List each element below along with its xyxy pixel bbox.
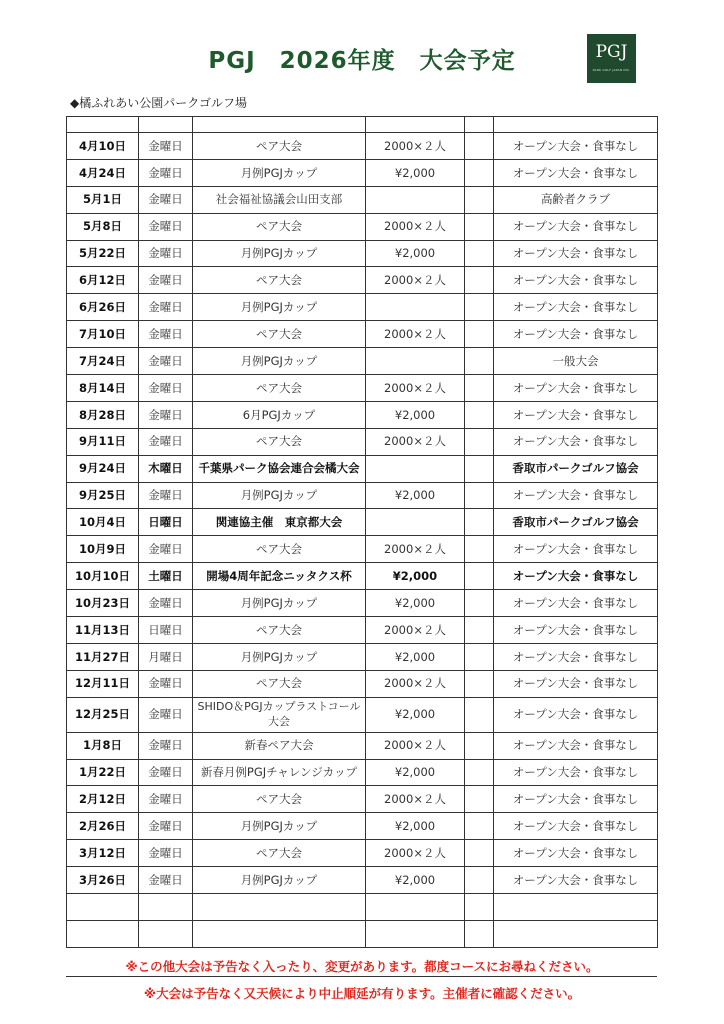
blank-cell bbox=[494, 894, 658, 921]
event-fee: ¥2,000 bbox=[366, 590, 465, 617]
event-spacer bbox=[465, 294, 494, 321]
event-spacer bbox=[465, 267, 494, 294]
event-note: オープン大会・食事なし bbox=[494, 375, 658, 402]
schedule-body bbox=[67, 117, 658, 948]
event-spacer bbox=[465, 133, 494, 160]
event-weekday: 金曜日 bbox=[139, 133, 193, 160]
event-weekday: 金曜日 bbox=[139, 294, 193, 321]
event-note: オープン大会・食事なし bbox=[494, 240, 658, 267]
event-note: オープン大会・食事なし bbox=[494, 482, 658, 509]
page-title: PGJ 2026年度 大会予定 bbox=[208, 48, 516, 74]
event-date: 10月9日 bbox=[67, 536, 139, 563]
header-cell bbox=[139, 117, 193, 133]
table-row bbox=[67, 670, 658, 697]
blank-cell bbox=[366, 920, 465, 947]
event-name: ペア大会 bbox=[193, 321, 366, 348]
event-name: ペア大会 bbox=[193, 786, 366, 813]
event-date: 5月22日 bbox=[67, 240, 139, 267]
event-spacer bbox=[465, 786, 494, 813]
event-spacer bbox=[465, 563, 494, 590]
event-name: ペア大会 bbox=[193, 617, 366, 644]
event-weekday: 金曜日 bbox=[139, 536, 193, 563]
event-fee: 2000×２人 bbox=[366, 267, 465, 294]
event-fee bbox=[366, 348, 465, 375]
event-spacer bbox=[465, 697, 494, 732]
notice-cancellation: ※大会は予告なく又天候により中止順延が有ります。主催者に確認ください。 bbox=[143, 986, 581, 1001]
table-row bbox=[67, 186, 658, 213]
blank-cell bbox=[193, 894, 366, 921]
event-note: オープン大会・食事なし bbox=[494, 590, 658, 617]
event-spacer bbox=[465, 759, 494, 786]
event-note: オープン大会・食事なし bbox=[494, 840, 658, 867]
table-row bbox=[67, 348, 658, 375]
logo-subtext: PARK GOLF JAPAN INC. bbox=[592, 68, 631, 72]
event-weekday: 金曜日 bbox=[139, 348, 193, 375]
event-date: 3月26日 bbox=[67, 867, 139, 894]
header-cell bbox=[67, 117, 139, 133]
event-fee: 2000×２人 bbox=[366, 536, 465, 563]
event-note: 高齢者クラブ bbox=[494, 186, 658, 213]
event-note: オープン大会・食事なし bbox=[494, 428, 658, 455]
event-weekday: 金曜日 bbox=[139, 697, 193, 732]
header-row bbox=[67, 117, 658, 133]
header-cell bbox=[494, 117, 658, 133]
event-name: ペア大会 bbox=[193, 536, 366, 563]
table-row bbox=[67, 375, 658, 402]
event-note: オープン大会・食事なし bbox=[494, 786, 658, 813]
logo-text: PGJ bbox=[595, 42, 628, 62]
event-note: 一般大会 bbox=[494, 348, 658, 375]
event-name: ペア大会 bbox=[193, 267, 366, 294]
event-fee bbox=[366, 455, 465, 482]
event-date: 11月27日 bbox=[67, 643, 139, 670]
event-spacer bbox=[465, 240, 494, 267]
event-name: 社会福祉協議会山田支部 bbox=[193, 186, 366, 213]
event-name: ペア大会 bbox=[193, 840, 366, 867]
event-fee: ¥2,000 bbox=[366, 563, 465, 590]
event-note: オープン大会・食事なし bbox=[494, 536, 658, 563]
event-spacer bbox=[465, 482, 494, 509]
event-date: 12月25日 bbox=[67, 697, 139, 732]
event-name: ペア大会 bbox=[193, 133, 366, 160]
event-spacer bbox=[465, 428, 494, 455]
table-row bbox=[67, 617, 658, 644]
event-note: オープン大会・食事なし bbox=[494, 617, 658, 644]
event-name: 新春月例PGJチャレンジカップ bbox=[193, 759, 366, 786]
event-weekday: 月曜日 bbox=[139, 643, 193, 670]
event-note: オープン大会・食事なし bbox=[494, 401, 658, 428]
event-name: 月例PGJカップ bbox=[193, 867, 366, 894]
table-row bbox=[67, 213, 658, 240]
event-fee: ¥2,000 bbox=[366, 759, 465, 786]
event-weekday: 金曜日 bbox=[139, 240, 193, 267]
venue-label: ◆橘ふれあい公園パークゴルフ場 bbox=[70, 96, 247, 110]
event-weekday: 金曜日 bbox=[139, 840, 193, 867]
event-note: 香取市パークゴルフ協会 bbox=[494, 509, 658, 536]
event-weekday: 金曜日 bbox=[139, 670, 193, 697]
event-name: 千葉県パーク協会連合会橘大会 bbox=[193, 455, 366, 482]
blank-cell bbox=[139, 920, 193, 947]
event-date: 1月22日 bbox=[67, 759, 139, 786]
event-weekday: 金曜日 bbox=[139, 482, 193, 509]
blank-cell bbox=[193, 920, 366, 947]
event-note: オープン大会・食事なし bbox=[494, 813, 658, 840]
event-name: 月例PGJカップ bbox=[193, 159, 366, 186]
event-fee: 2000×２人 bbox=[366, 133, 465, 160]
event-date: 8月28日 bbox=[67, 401, 139, 428]
event-date: 3月12日 bbox=[67, 840, 139, 867]
event-fee: ¥2,000 bbox=[366, 482, 465, 509]
event-date: 9月11日 bbox=[67, 428, 139, 455]
event-note: オープン大会・食事なし bbox=[494, 563, 658, 590]
event-date: 11月13日 bbox=[67, 617, 139, 644]
event-weekday: 金曜日 bbox=[139, 867, 193, 894]
event-note: オープン大会・食事なし bbox=[494, 294, 658, 321]
event-date: 9月25日 bbox=[67, 482, 139, 509]
event-date: 12月11日 bbox=[67, 670, 139, 697]
table-row bbox=[67, 509, 658, 536]
event-weekday: 金曜日 bbox=[139, 813, 193, 840]
event-note: オープン大会・食事なし bbox=[494, 759, 658, 786]
pgj-logo bbox=[587, 34, 636, 83]
table-row bbox=[67, 536, 658, 563]
event-fee: ¥2,000 bbox=[366, 697, 465, 732]
notice-change: ※この他大会は予告なく入ったり、変更があります。都度コースにお尋ねください。 bbox=[125, 959, 599, 974]
event-spacer bbox=[465, 670, 494, 697]
event-fee: ¥2,000 bbox=[366, 643, 465, 670]
event-spacer bbox=[465, 321, 494, 348]
event-fee: 2000×２人 bbox=[366, 617, 465, 644]
event-date: 4月10日 bbox=[67, 133, 139, 160]
event-date: 2月26日 bbox=[67, 813, 139, 840]
event-note: オープン大会・食事なし bbox=[494, 867, 658, 894]
event-spacer bbox=[465, 455, 494, 482]
event-name: 月例PGJカップ bbox=[193, 590, 366, 617]
table-row bbox=[67, 786, 658, 813]
event-weekday: 金曜日 bbox=[139, 213, 193, 240]
event-fee bbox=[366, 186, 465, 213]
event-spacer bbox=[465, 348, 494, 375]
event-spacer bbox=[465, 186, 494, 213]
event-note: オープン大会・食事なし bbox=[494, 697, 658, 732]
table-row bbox=[67, 294, 658, 321]
event-fee: ¥2,000 bbox=[366, 240, 465, 267]
event-spacer bbox=[465, 536, 494, 563]
event-note: オープン大会・食事なし bbox=[494, 267, 658, 294]
event-name: 月例PGJカップ bbox=[193, 240, 366, 267]
event-weekday: 土曜日 bbox=[139, 563, 193, 590]
event-date: 10月10日 bbox=[67, 563, 139, 590]
event-fee: 2000×２人 bbox=[366, 213, 465, 240]
event-weekday: 金曜日 bbox=[139, 428, 193, 455]
event-weekday: 金曜日 bbox=[139, 401, 193, 428]
event-note: オープン大会・食事なし bbox=[494, 321, 658, 348]
event-spacer bbox=[465, 159, 494, 186]
event-fee: 2000×２人 bbox=[366, 321, 465, 348]
event-weekday: 木曜日 bbox=[139, 455, 193, 482]
event-note: オープン大会・食事なし bbox=[494, 732, 658, 759]
event-date: 7月10日 bbox=[67, 321, 139, 348]
table-row bbox=[67, 813, 658, 840]
event-spacer bbox=[465, 509, 494, 536]
table-row bbox=[67, 643, 658, 670]
event-weekday: 金曜日 bbox=[139, 786, 193, 813]
event-name: ペア大会 bbox=[193, 375, 366, 402]
table-row bbox=[67, 455, 658, 482]
header-cell bbox=[465, 117, 494, 133]
table-row bbox=[67, 590, 658, 617]
event-weekday: 金曜日 bbox=[139, 759, 193, 786]
notice-divider bbox=[66, 976, 657, 977]
blank-row bbox=[67, 920, 658, 947]
event-note: オープン大会・食事なし bbox=[494, 133, 658, 160]
event-name: 6月PGJカップ bbox=[193, 401, 366, 428]
event-date: 6月26日 bbox=[67, 294, 139, 321]
event-name: 月例PGJカップ bbox=[193, 813, 366, 840]
blank-cell bbox=[366, 894, 465, 921]
event-name: ペア大会 bbox=[193, 670, 366, 697]
event-fee: ¥2,000 bbox=[366, 159, 465, 186]
event-date: 5月1日 bbox=[67, 186, 139, 213]
schedule-table bbox=[66, 116, 658, 948]
blank-cell bbox=[494, 920, 658, 947]
event-name: 月例PGJカップ bbox=[193, 643, 366, 670]
event-weekday: 金曜日 bbox=[139, 590, 193, 617]
event-name: 月例PGJカップ bbox=[193, 348, 366, 375]
event-name: 開場4周年記念ニッタクス杯 bbox=[193, 563, 366, 590]
event-spacer bbox=[465, 840, 494, 867]
event-weekday: 金曜日 bbox=[139, 186, 193, 213]
table-row bbox=[67, 697, 658, 732]
event-spacer bbox=[465, 375, 494, 402]
event-date: 2月12日 bbox=[67, 786, 139, 813]
event-date: 6月12日 bbox=[67, 267, 139, 294]
table-row bbox=[67, 428, 658, 455]
event-spacer bbox=[465, 617, 494, 644]
event-fee: 2000×２人 bbox=[366, 840, 465, 867]
event-name: ペア大会 bbox=[193, 213, 366, 240]
event-spacer bbox=[465, 401, 494, 428]
event-name: 関連協主催 東京都大会 bbox=[193, 509, 366, 536]
table-row bbox=[67, 240, 658, 267]
blank-cell bbox=[139, 894, 193, 921]
blank-cell bbox=[465, 894, 494, 921]
event-spacer bbox=[465, 732, 494, 759]
event-weekday: 日曜日 bbox=[139, 509, 193, 536]
event-note: 香取市パークゴルフ協会 bbox=[494, 455, 658, 482]
table-row bbox=[67, 732, 658, 759]
event-name: 新春ペア大会 bbox=[193, 732, 366, 759]
event-spacer bbox=[465, 813, 494, 840]
event-fee: 2000×２人 bbox=[366, 428, 465, 455]
event-fee bbox=[366, 294, 465, 321]
header-cell bbox=[366, 117, 465, 133]
event-name: SHIDO＆PGJカップラストコール大会 bbox=[193, 697, 366, 732]
table-row bbox=[67, 133, 658, 160]
blank-cell bbox=[67, 920, 139, 947]
event-note: オープン大会・食事なし bbox=[494, 670, 658, 697]
event-fee: ¥2,000 bbox=[366, 401, 465, 428]
event-note: オープン大会・食事なし bbox=[494, 213, 658, 240]
event-fee: 2000×２人 bbox=[366, 375, 465, 402]
event-weekday: 金曜日 bbox=[139, 159, 193, 186]
event-name: 月例PGJカップ bbox=[193, 294, 366, 321]
table-row bbox=[67, 321, 658, 348]
blank-cell bbox=[465, 920, 494, 947]
event-date: 10月23日 bbox=[67, 590, 139, 617]
event-fee: ¥2,000 bbox=[366, 813, 465, 840]
event-date: 8月14日 bbox=[67, 375, 139, 402]
header-cell bbox=[193, 117, 366, 133]
event-note: オープン大会・食事なし bbox=[494, 643, 658, 670]
event-date: 9月24日 bbox=[67, 455, 139, 482]
event-fee: 2000×２人 bbox=[366, 670, 465, 697]
event-weekday: 金曜日 bbox=[139, 732, 193, 759]
blank-cell bbox=[67, 894, 139, 921]
event-weekday: 金曜日 bbox=[139, 375, 193, 402]
event-date: 10月4日 bbox=[67, 509, 139, 536]
event-fee bbox=[366, 509, 465, 536]
event-fee: 2000×２人 bbox=[366, 786, 465, 813]
table-row bbox=[67, 267, 658, 294]
event-name: 月例PGJカップ bbox=[193, 482, 366, 509]
table-row bbox=[67, 563, 658, 590]
table-row bbox=[67, 482, 658, 509]
table-row bbox=[67, 840, 658, 867]
table-row bbox=[67, 759, 658, 786]
event-weekday: 金曜日 bbox=[139, 267, 193, 294]
event-spacer bbox=[465, 213, 494, 240]
event-date: 1月8日 bbox=[67, 732, 139, 759]
event-spacer bbox=[465, 590, 494, 617]
table-row bbox=[67, 159, 658, 186]
event-date: 4月24日 bbox=[67, 159, 139, 186]
event-fee: ¥2,000 bbox=[366, 867, 465, 894]
event-weekday: 金曜日 bbox=[139, 321, 193, 348]
table-row bbox=[67, 867, 658, 894]
event-date: 5月8日 bbox=[67, 213, 139, 240]
event-fee: 2000×２人 bbox=[366, 732, 465, 759]
event-spacer bbox=[465, 643, 494, 670]
event-note: オープン大会・食事なし bbox=[494, 159, 658, 186]
event-date: 7月24日 bbox=[67, 348, 139, 375]
table-row bbox=[67, 401, 658, 428]
blank-row bbox=[67, 894, 658, 921]
event-name: ペア大会 bbox=[193, 428, 366, 455]
event-spacer bbox=[465, 867, 494, 894]
event-weekday: 日曜日 bbox=[139, 617, 193, 644]
